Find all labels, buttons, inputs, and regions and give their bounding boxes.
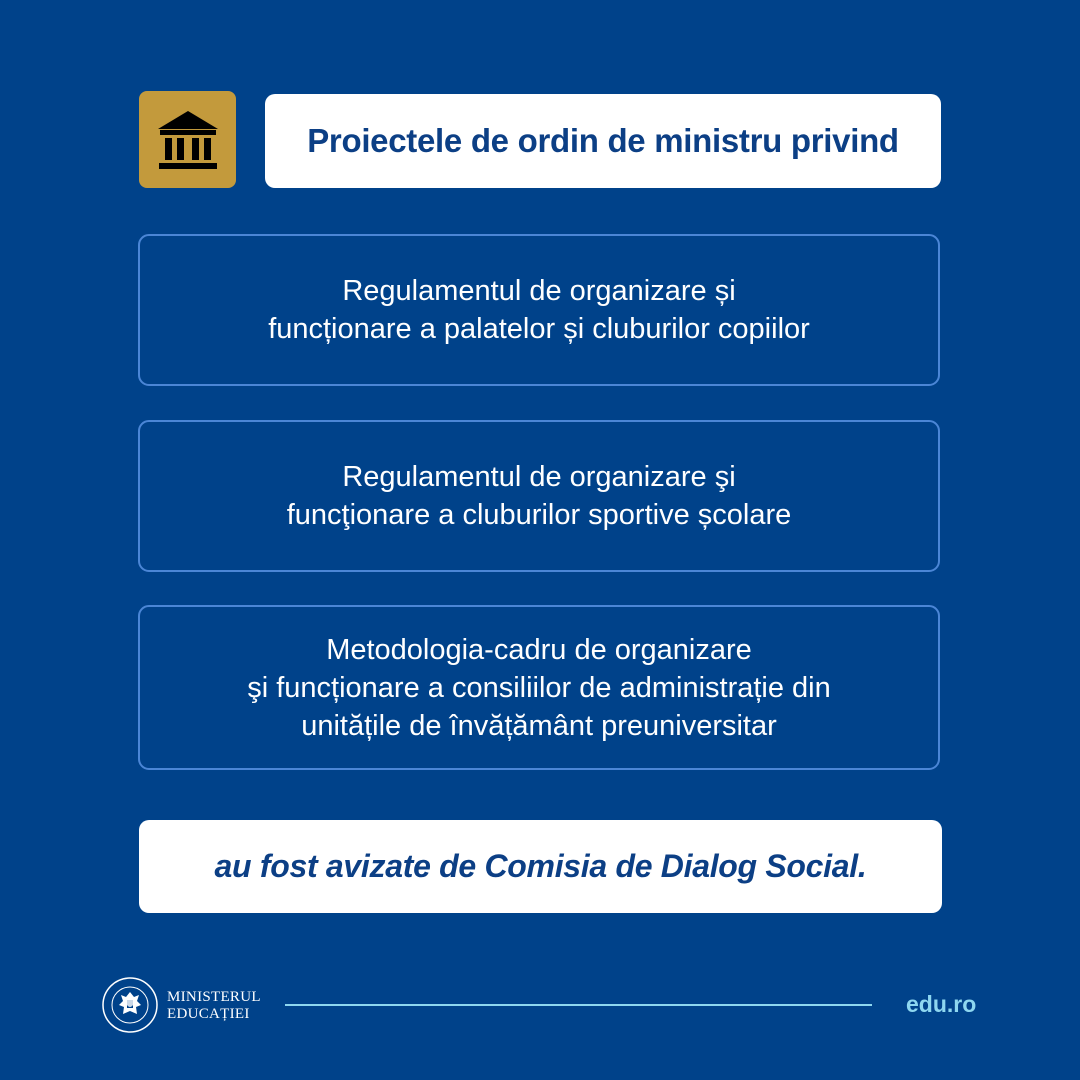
footer-divider xyxy=(285,1004,872,1006)
draft-order-card-1 xyxy=(138,234,940,386)
page-title: Proiectele de ordin de ministru privind xyxy=(307,122,899,159)
card-2-line-1: Regulamentul de organizare şi xyxy=(342,461,736,493)
card-3-line-3: unitățile de învățământ preuniversitar xyxy=(301,709,777,742)
draft-order-card-3 xyxy=(138,605,940,770)
draft-order-card-2 xyxy=(138,420,940,572)
card-1-line-2: funcționare a palatelor și cluburilor copiilor xyxy=(268,313,810,345)
institution-building-icon xyxy=(155,107,221,173)
card-2-line-2: funcţionare a cluburilor sportive școlare xyxy=(286,499,792,531)
ministry-name xyxy=(167,989,261,1023)
card-1-line-1: Regulamentul de organizare și xyxy=(342,275,736,307)
ministry-name-line-1: MINISTERUL xyxy=(167,989,261,1005)
ministry-name-line-2: EDUCAȚIEI xyxy=(167,1006,250,1022)
header-title-box xyxy=(265,94,941,188)
card-3-line-2: şi funcționare a consiliilor de administrație din xyxy=(247,671,831,704)
conclusion-text: au fost avizate de Comisia de Dialog Social. xyxy=(214,848,867,884)
website-domain: edu.ro xyxy=(906,991,977,1017)
institution-icon-tile xyxy=(139,91,236,188)
card-3-line-1: Metodologia-cadru de organizare xyxy=(326,633,752,666)
government-of-romania-seal-icon xyxy=(101,976,159,1034)
conclusion-box xyxy=(139,820,942,913)
